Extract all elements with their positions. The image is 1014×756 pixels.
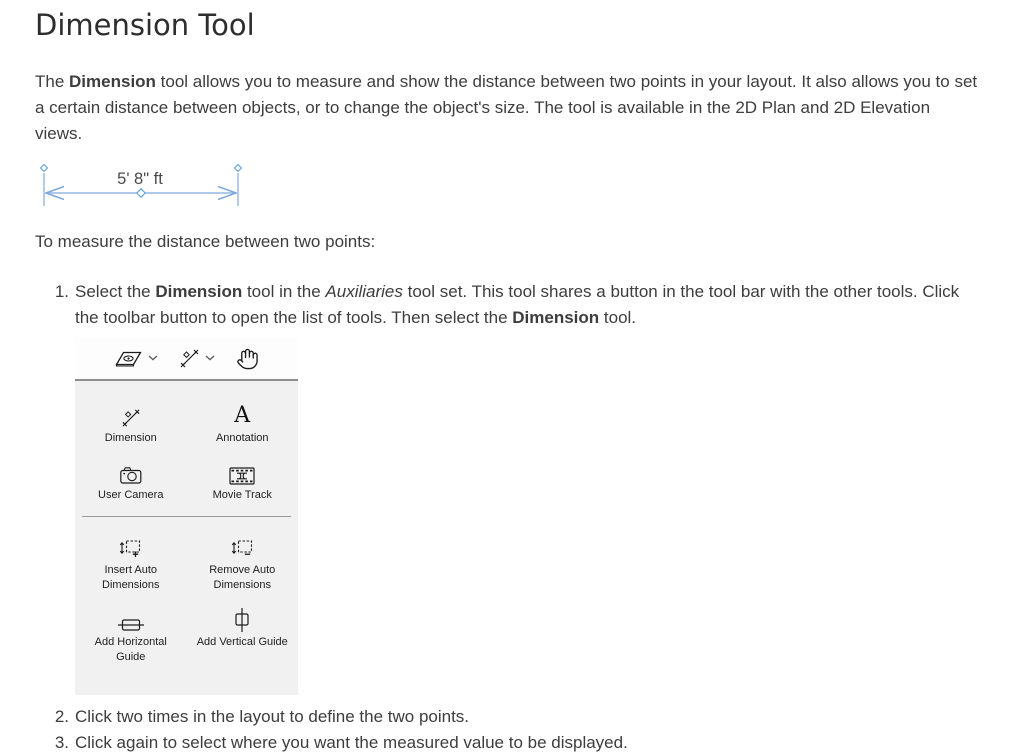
toolbar-dropdown-screenshot	[75, 337, 298, 695]
dimension-measurement-figure	[37, 160, 252, 212]
panel-divider	[82, 516, 291, 517]
left-handle	[41, 165, 48, 172]
step-number: 1.	[54, 282, 69, 301]
measure-instruction-heading: To measure the distance between two points:	[35, 232, 376, 251]
tool-item-dimension	[75, 402, 187, 446]
annotation-icon: A	[234, 403, 251, 428]
dimension-tool-icon	[179, 348, 200, 369]
tool-item-annotation	[187, 402, 299, 446]
tool-label: Add Vertical Guide	[196, 636, 288, 648]
tool-label: Remove Auto Dimensions	[209, 564, 276, 591]
remove-auto-dimensions-icon	[231, 538, 254, 560]
tool-label: Add Horizontal Guide	[94, 636, 167, 663]
tool-item-insert-auto-dimensions	[75, 534, 187, 593]
right-handle	[235, 165, 242, 172]
list-item	[35, 704, 980, 730]
plan-view-icon	[114, 349, 143, 368]
tool-label: Insert Auto Dimensions	[102, 564, 160, 591]
user-camera-icon	[119, 465, 143, 485]
step-text: Click again to select where you want the measured value to be displayed.	[75, 733, 628, 752]
list-item	[35, 730, 980, 756]
add-vertical-guide-icon	[234, 608, 250, 632]
list-item	[35, 279, 980, 704]
tool-label: Dimension	[104, 432, 157, 444]
tool-label: Annotation	[215, 432, 269, 444]
app-toolbar	[75, 337, 298, 381]
tool-item-add-vertical-guide	[187, 606, 299, 665]
step-number: 3.	[54, 733, 69, 752]
dimension-tool-button	[179, 348, 215, 369]
view-tool-button	[114, 349, 158, 368]
tool-list-dropdown	[75, 381, 298, 695]
step-text: Select the Dimension tool in the Auxiliaries tool set. This tool shares a button in the tool bar with the other tools. Click the toolbar button to open the list of tools. Then select the Dimension tool.	[75, 282, 960, 327]
movie-track-icon	[229, 467, 255, 485]
pan-tool-button	[236, 346, 259, 371]
hand-icon	[236, 346, 259, 371]
tool-item-remove-auto-dimensions	[187, 534, 299, 593]
tool-label: User Camera	[98, 489, 164, 501]
page-title: Dimension Tool	[35, 8, 255, 42]
dimension-icon	[121, 408, 141, 428]
tool-label: Movie Track	[212, 489, 272, 501]
step-number: 2.	[54, 707, 69, 726]
add-horizontal-guide-icon	[118, 618, 144, 632]
intro-paragraph: The Dimension tool allows you to measure and show the distance between two points in your layout. It also allows you to set a certain distance between objects, or to change the object's size. The tool is available in the 2D Plan and 2D Elevation views.	[35, 72, 978, 143]
middle-handle	[137, 189, 145, 197]
tool-item-add-horizontal-guide	[75, 606, 187, 665]
tool-item-user-camera	[75, 459, 187, 503]
chevron-down-icon	[205, 355, 215, 361]
steps-list	[35, 279, 980, 756]
dimension-value-label: 5' 8" ft	[117, 170, 163, 188]
insert-auto-dimensions-icon	[119, 538, 142, 560]
step-text: Click two times in the layout to define the two points.	[75, 707, 470, 726]
chevron-down-icon	[148, 355, 158, 361]
tool-item-movie-track	[187, 459, 299, 503]
